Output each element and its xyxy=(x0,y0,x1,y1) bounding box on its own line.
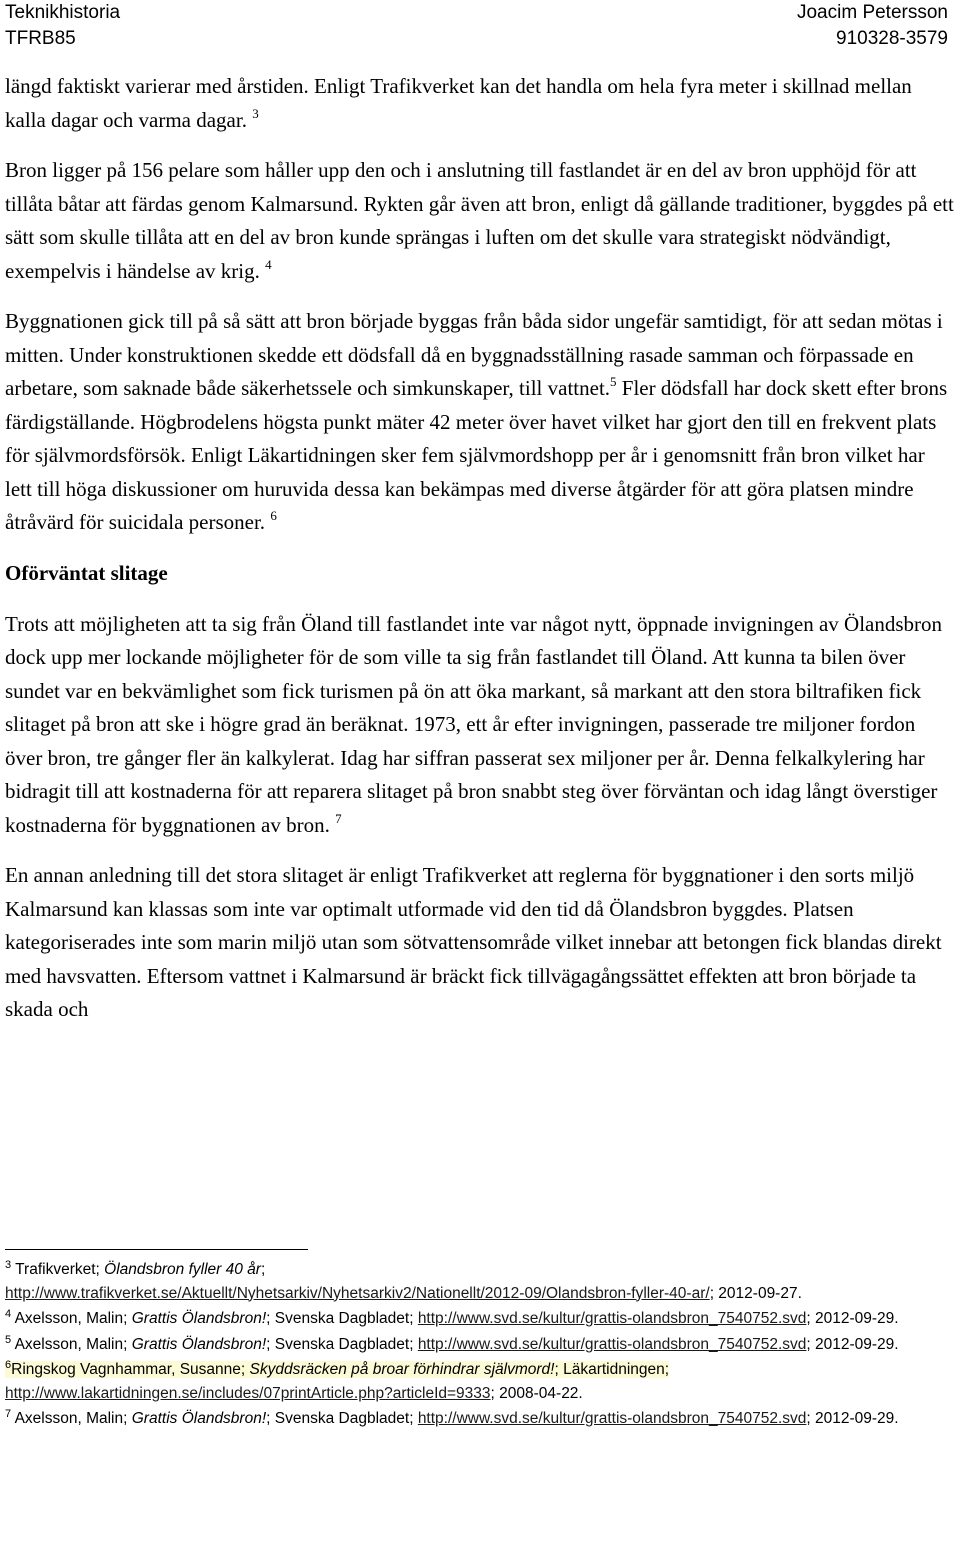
footnote-link[interactable]: http://www.lakartidningen.se/includes/07printArticle.php?articleId=9333 xyxy=(5,1384,491,1402)
header-right xyxy=(797,0,948,52)
document-body xyxy=(5,70,955,1044)
paragraph-5: En annan anledning till det stora slitaget är enligt Trafikverket att reglerna för byggnationer i den sorts miljö Kalmarsund kan klassas som inte var optimalt utformade vid den tid då Ölandsbron byggdes. Platsen kategoriserades inte som marin miljö utan som sötvattensområde vilket innebar att betongen fick blandas direkt med havsvatten. Eftersom vattnet i Kalmarsund är bräckt fick tillvägagångssättet effekten att bron började ta skada och xyxy=(5,863,942,1021)
footnote-link[interactable]: http://www.svd.se/kultur/grattis-olandsbron_7540752.svd xyxy=(417,1410,807,1427)
footnote-4: $^4$ Axelsson, Malin; Grattis Ölandsbron!; Svenska Dagbladet; http://www.svd.se/kultur/grattis-olandsbron_7540752.svd; 2012-09-29. xyxy=(5,1308,899,1327)
footnote-separator xyxy=(5,1249,308,1250)
footnote-5: $^5$ Axelsson, Malin; Grattis Ölandsbron!; Svenska Dagbladet; http://www.svd.se/kultur/grattis-olandsbron_7540752.svd; 2012-09-29. xyxy=(5,1333,899,1353)
page-header xyxy=(0,0,960,60)
footnote-6: $^6$Ringskog Vagnhammar, Susanne; Skyddsräcken på broar förhindrar självmord!; Läkartidningen; http://www.lakartidningen.se/includes/07printArticle.php?articleId=9333; 2008-04-22. xyxy=(5,1359,670,1402)
footnote-ref-3[interactable]: 3 xyxy=(252,105,259,121)
section-heading: Oförväntat slitage xyxy=(5,560,168,585)
author-id: 910328-3579 xyxy=(836,28,948,49)
footnotes xyxy=(5,1258,955,1433)
footnote-link[interactable]: http://www.svd.se/kultur/grattis-olandsbron_7540752.svd xyxy=(417,1310,807,1327)
course-name: Teknikhistoria xyxy=(5,2,121,23)
author-name: Joacim Petersson xyxy=(796,2,948,23)
course-code: TFRB85 xyxy=(5,28,76,49)
footnote-ref-6[interactable]: 6 xyxy=(270,508,277,523)
footnote-ref-7[interactable]: 7 xyxy=(335,810,342,826)
footnote-ref-5[interactable]: 5 xyxy=(610,374,617,389)
paragraph-1: längd faktiskt varierar med årstiden. Enligt Trafikverket kan det handla om hela fyra meter i skillnad mellan kalla dagar och varma dagar. $^3$ xyxy=(5,74,912,132)
footnote-link[interactable]: http://www.svd.se/kultur/grattis-olandsbron_7540752.svd xyxy=(417,1335,807,1353)
paragraph-4: Trots att möjligheten att ta sig från Öland till fastlandet inte var något nytt, öppnade invigningen av Ölandsbron dock upp mer lockande möjligheter för de som ville ta sig från fastlandet till Öland. Att kunna ta bilen över sundet var en bekvämlighet som fick turismen på ön att öka markant, så markant att den stora biltrafiken fick slitaget på bron att ske i högre grad än beräknat. 1973, ett år efter invigningen, passerade tre miljoner fordon över bron, tre gånger fler än kalkylerat. Idag har siffran passerat sex miljoner per år. Denna felkalkylering har bidragit till att kostnaderna för att reparera slitaget på bron snabbt steg över förväntan och idag långt överstiger kostnaderna för byggnationen av bron. $^7$ xyxy=(5,611,943,837)
footnote-3: $^3$ Trafikverket; Ölandsbron fyller 40 år; http://www.trafikverket.se/Aktuellt/Nyhetsarkiv/Nyhetsarkiv2/Nationellt/2012-09/Olandsbron-fyller-40-ar/; 2012-09-27. xyxy=(5,1259,802,1302)
footnote-7: $^7$ Axelsson, Malin; Grattis Ölandsbron!; Svenska Dagbladet; http://www.svd.se/kultur/grattis-olandsbron_7540752.svd; 2012-09-29. xyxy=(5,1408,899,1427)
paragraph-3: Byggnationen gick till på så sätt att bron började byggas från båda sidor ungefär samtidigt, för att sedan mötas i mitten. Under konstruktionen skedde ett dödsfall då en byggnadsställning rasade samman och förpassade en arbetare, som saknade både säkerhetssele och simkunskaper, till vattnet.$^5$ Fler dödsfall har dock skett efter brons färdigställande. Högbrodelens högsta punkt mäter 42 meter över havet vilket har gjort den till en frekvent plats för självmordsförsök. Enligt Läkartidningen sker fem självmordshopp per år i genomsnitt från bron vilket har lett till höga diskussioner om huruvida dessa kan bekämpas med diverse åtgärder för att göra platsen mindre åtråvärd för suicidala personer. $^6$ xyxy=(5,309,948,534)
paragraph-2: Bron ligger på 156 pelare som håller upp den och i anslutning till fastlandet är en del av bron upphöjd för att tillåta båtar att färdas genom Kalmarsund. Rykten går även att bron, enligt då gällande traditioner, byggdes på ett sätt som skulle tillåta att en del av bron kunde sprängas i luften om det skulle vara strategiskt nödvändigt, exempelvis i händelse av krig. $^4$ xyxy=(5,158,954,283)
footnote-link[interactable]: http://www.trafikverket.se/Aktuellt/Nyhetsarkiv/Nyhetsarkiv2/Nationellt/2012-09/Olandsbron-fyller-40-ar/ xyxy=(5,1284,710,1302)
header-left xyxy=(5,0,120,52)
footnote-ref-4[interactable]: 4 xyxy=(265,256,272,272)
